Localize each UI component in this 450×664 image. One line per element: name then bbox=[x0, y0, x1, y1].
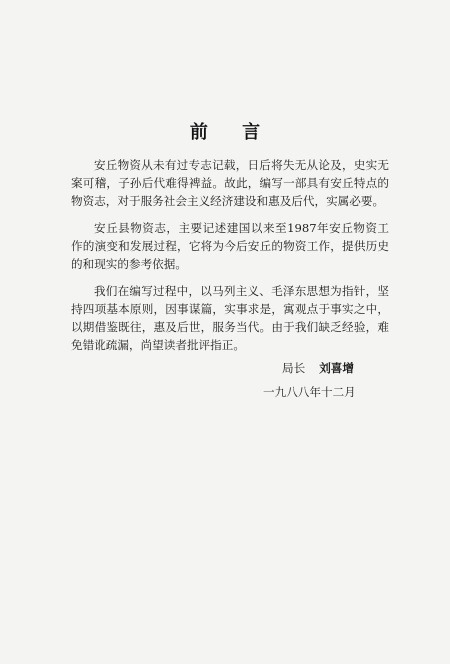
paragraph-2: 安丘县物资志，主要记述建国以来至1987年安丘物资工作的演变和发展过程，它将为今后安丘的物资工作，提供历史的和现实的参考依据。 bbox=[71, 221, 389, 271]
page-title: 前 言 bbox=[189, 122, 275, 143]
paragraph-3: 我们在编写过程中，以马列主义、毛泽东思想为指针，坚持四项基本原则，因事谋篇，实事求是，寓观点于事实之中，以期借鉴既往，惠及后世，服务当代。由于我们缺乏经验，难免错讹疏漏，尚望读者批评指正。 bbox=[71, 284, 389, 352]
signature-name: 刘喜增 bbox=[319, 361, 354, 375]
signature-line bbox=[282, 360, 354, 376]
document-date: 一九八八年十二月 bbox=[263, 385, 356, 399]
paragraph-1: 安丘物资从未有过专志记载，日后将失无从论及，史实无案可稽，子孙后代难得裨益。故此，编写一部具有安丘特点的物资志，对于服务社会主义经济建设和惠及后代，实属必要。 bbox=[71, 158, 389, 208]
preface-body bbox=[71, 156, 389, 363]
signature-role: 局长 bbox=[282, 361, 306, 375]
